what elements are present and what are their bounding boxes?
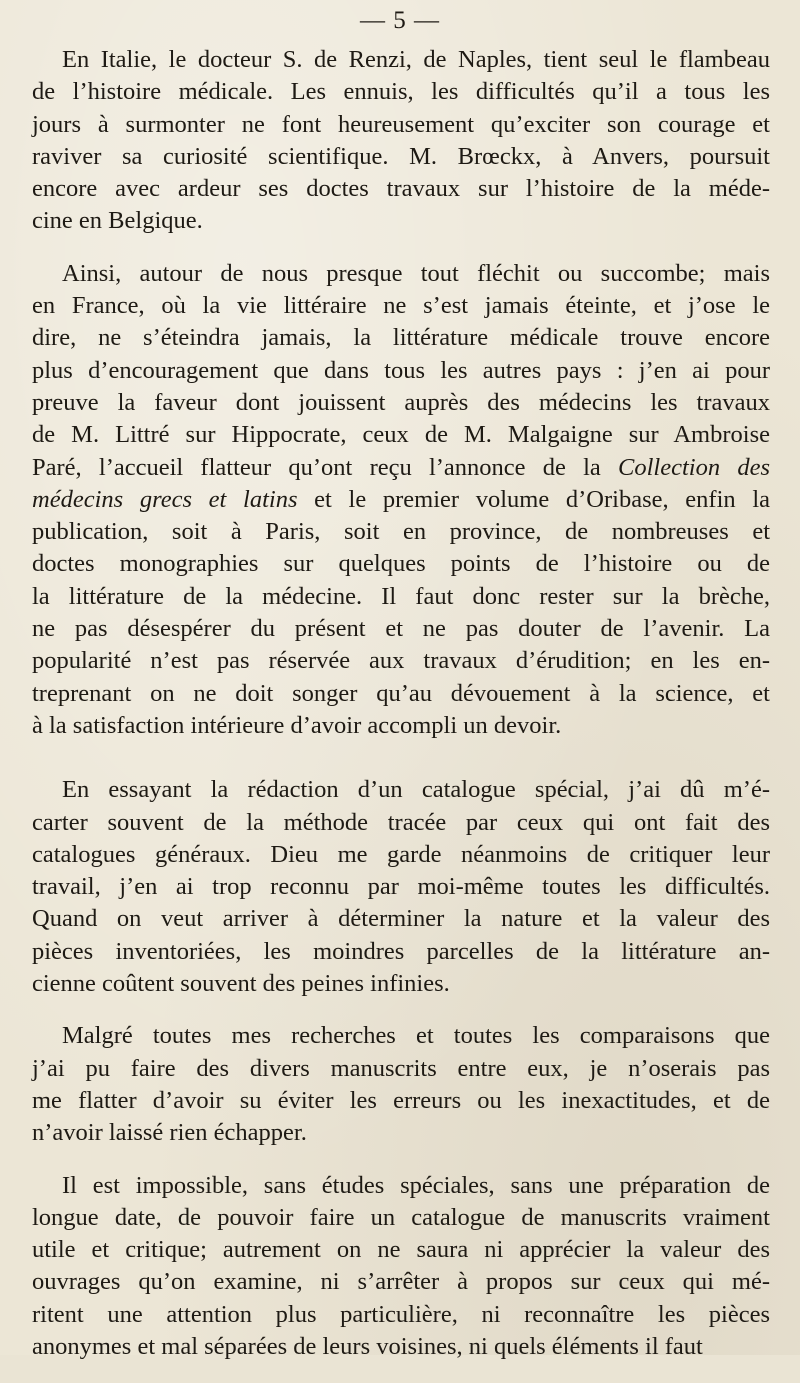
line-text: En Italie, le docteur S. de Renzi, de Naples, tient seul le flambeau — [62, 46, 770, 73]
line-text: popularité n’est pas réservée aux travaux d’érudition; en les en- — [32, 647, 770, 675]
italic-title-text: médecins grecs et latins — [32, 485, 298, 513]
paragraph — [32, 258, 770, 742]
line-text: doctes monographies sur quelques points de l’histoire ou de — [32, 550, 770, 578]
text-line — [32, 1234, 770, 1266]
text-line — [32, 322, 770, 354]
line-text: longue date, de pouvoir faire un catalogue de manuscrits vraiment — [32, 1203, 770, 1231]
text-line — [32, 581, 770, 613]
text-line — [32, 774, 770, 806]
line-text: la littérature de la médecine. Il faut donc rester sur la brèche, — [32, 582, 770, 610]
text-line — [32, 807, 770, 839]
line-text: plus d’encouragement que dans tous les autres pays : j’en ai pour — [32, 356, 770, 384]
paragraph — [32, 774, 770, 1000]
text-line — [32, 258, 770, 290]
text-line — [32, 1331, 770, 1363]
line-text: encore avec ardeur ses doctes travaux sur l’histoire de la méde- — [32, 175, 770, 203]
text-line — [32, 355, 770, 387]
line-text: En essayant la rédaction d’un catalogue spécial, j’ai dû m’é- — [62, 776, 770, 804]
line-text: Malgré toutes mes recherches et toutes les comparaisons que — [62, 1022, 770, 1050]
line-text: à la satisfaction intérieure d’avoir accompli un devoir. — [32, 711, 562, 739]
line-text: Il est impossible, sans études spéciales, sans une préparation de — [62, 1171, 770, 1199]
text-line — [32, 1170, 770, 1202]
text-line — [32, 1085, 770, 1117]
text-line — [32, 839, 770, 871]
line-text: ouvrages qu’on examine, ni s’arrêter à propos sur ceux qui mé- — [32, 1268, 770, 1296]
text-line — [32, 1299, 770, 1331]
line-text: Quand on veut arriver à déterminer la nature et la valeur des — [32, 905, 770, 933]
line-text: de M. Littré sur Hippocrate, ceux de M. Malgaigne sur Ambroise — [32, 421, 770, 449]
text-line — [32, 903, 770, 935]
line-text: anonymes et mal séparées de leurs voisines, ni quels éléments il faut — [32, 1332, 703, 1360]
line-text: raviver sa curiosité scientifique. M. Brœckx, à Anvers, poursuit — [32, 142, 770, 170]
line-text: j’ai pu faire des divers manuscrits entre eux, je n’oserais pas — [32, 1054, 770, 1082]
italic-title-text: Collection des — [618, 453, 770, 481]
text-line — [32, 936, 770, 968]
line-text: me flatter d’avoir su éviter les erreurs ou les inexactitudes, et de — [32, 1086, 770, 1114]
text-line — [32, 1020, 770, 1052]
line-text: travail, j’en ai trop reconnu par moi-même toutes les difficultés. — [32, 873, 770, 901]
text-line — [32, 484, 770, 516]
body-text — [32, 44, 770, 1383]
text-line — [32, 1053, 770, 1085]
text-line — [32, 1266, 770, 1298]
line-text: cine en Belgique. — [32, 207, 203, 235]
line-text: publication, soit à Paris, soit en province, de nombreuses et — [32, 518, 770, 546]
line-text: et le premier volume d’Oribase, enfin la — [297, 485, 770, 513]
text-line — [32, 76, 770, 108]
line-text: cienne coûtent souvent des peines infinies. — [32, 970, 450, 998]
text-line — [32, 678, 770, 710]
text-line — [32, 1117, 770, 1149]
line-text: preuve la faveur dont jouissent auprès des médecins les travaux — [32, 388, 770, 416]
text-line — [32, 516, 770, 548]
text-line — [32, 141, 770, 173]
text-line — [32, 645, 770, 677]
text-line — [32, 452, 770, 484]
text-line — [32, 1202, 770, 1234]
text-line — [32, 387, 770, 419]
text-line — [32, 968, 770, 1000]
paragraph — [32, 44, 770, 238]
text-line — [32, 173, 770, 205]
text-line — [32, 109, 770, 141]
line-text: pièces inventoriées, les moindres parcelles de la littérature an- — [32, 937, 770, 965]
text-line — [32, 548, 770, 580]
text-line — [32, 871, 770, 903]
paragraph — [32, 1020, 770, 1149]
line-text: ritent une attention plus particulière, ni reconnaître les pièces — [32, 1300, 770, 1328]
section-gap — [32, 762, 770, 774]
line-text: ne pas désespérer du présent et ne pas douter de l’avenir. La — [32, 615, 770, 643]
text-line — [32, 613, 770, 645]
line-text: Paré, l’accueil flatteur qu’ont reçu l’annonce de la — [32, 453, 619, 481]
line-text: Ainsi, autour de nous presque tout fléchit ou succombe; mais — [62, 259, 770, 287]
text-line — [32, 710, 770, 742]
line-text: jours à surmonter ne font heureusement qu’exciter son courage et — [32, 110, 770, 138]
text-line — [32, 419, 770, 451]
line-text: en France, où la vie littéraire ne s’est jamais éteinte, et j’ose le — [32, 292, 770, 320]
line-text: dire, ne s’éteindra jamais, la littérature médicale trouve encore — [32, 324, 770, 352]
line-text: utile et critique; autrement on ne saura ni apprécier la valeur des — [32, 1236, 770, 1264]
line-text: n’avoir laissé rien échapper. — [32, 1119, 307, 1147]
line-text: carter souvent de la méthode tracée par ceux qui ont fait des — [32, 808, 770, 836]
line-text: treprenant on ne doit songer qu’au dévouement à la science, et — [32, 679, 770, 707]
line-text: de l’histoire médicale. Les ennuis, les difficultés qu’il a tous les — [32, 78, 770, 106]
text-line — [32, 44, 770, 76]
line-text: catalogues généraux. Dieu me garde néanmoins de critiquer leur — [32, 840, 770, 868]
paragraph — [32, 1170, 770, 1364]
page-number: — 5 — — [360, 7, 440, 34]
text-line — [32, 205, 770, 237]
text-line — [32, 290, 770, 322]
